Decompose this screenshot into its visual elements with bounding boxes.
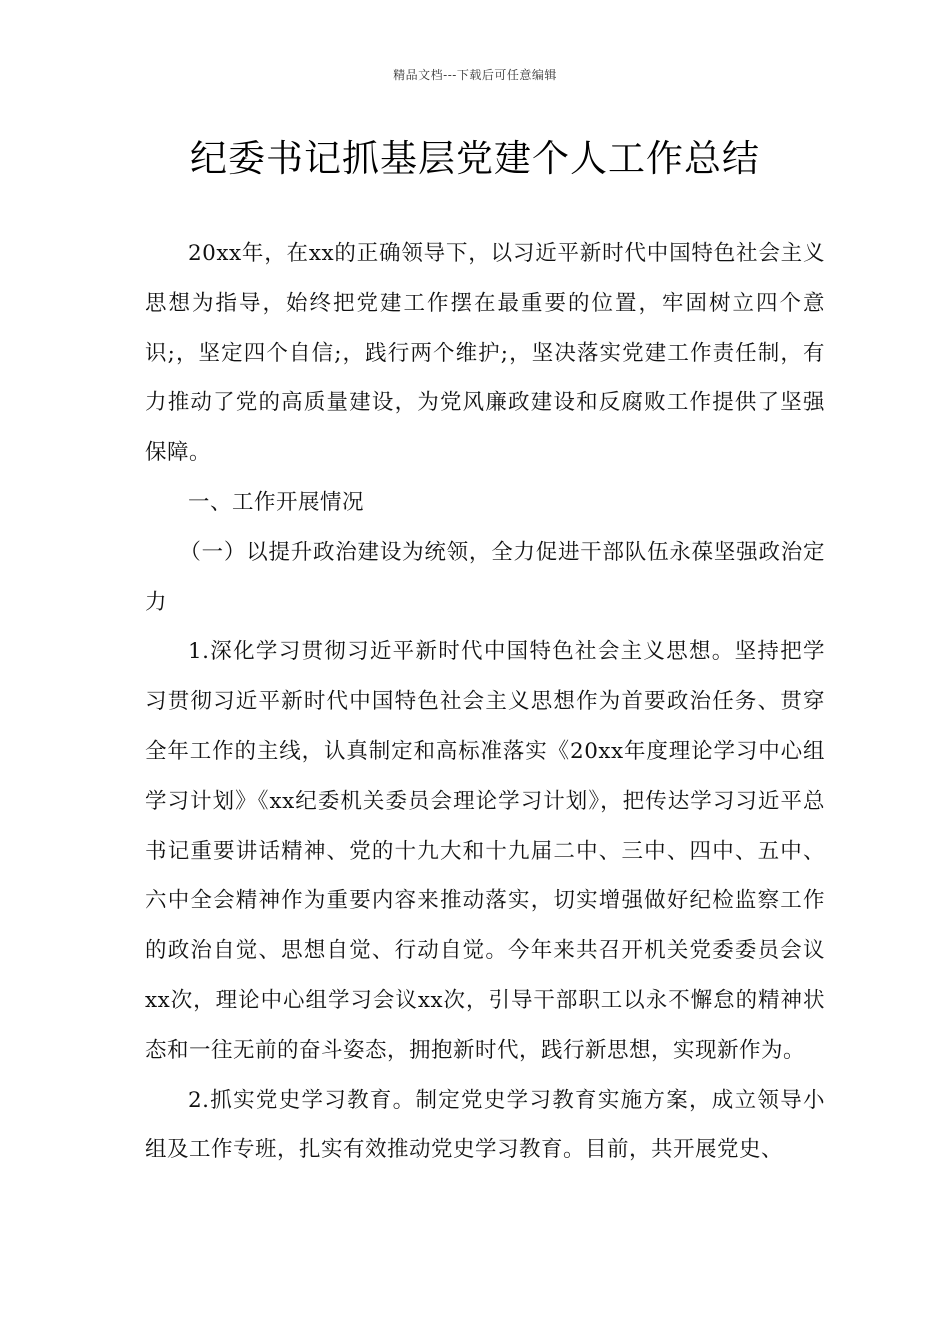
section-heading: 一、工作开展情况 — [188, 489, 365, 515]
document-title: 纪委书记抓基层党建个人工作总结 — [190, 137, 760, 180]
paragraph-item-2: 2.抓实党史学习教育。制定党史学习教育实施方案，成立领导小组及工作专班，扎实有效推动党史学习教育。目前，共开展党史、 — [145, 1087, 825, 1163]
paragraph-intro: 20xx年，在xx的正确领导下，以习近平新时代中国特色社会主义思想为指导，始终把党建工作摆在最重要的位置，牢固树立四个意识;，坚定四个自信;，践行两个维护;，坚决落实党建工作责任制，有力推动了党的高质量建设，为党风廉政建设和反腐败工作提供了坚强保障。 — [145, 241, 825, 466]
paragraph-item-1: 1.深化学习贯彻习近平新时代中国特色社会主义思想。坚持把学习贯彻习近平新时代中国特色社会主义思想作为首要政治任务、贯穿全年工作的主线，认真制定和高标准落实《20xx年度理论学习中心组学习计划》《xx纪委机关委员会理论学习计划》，把传达学习习近平总书记重要讲话精神、党的十九大和十九届二中、三中、四中、五中、六中全会精神作为重要内容来推动落实，切实增强做好纪检监察工作的政治自觉、思想自觉、行动自觉。今年来共召开机关党委委员会议xx次，理论中心组学习会议xx次，引导干部职工以永不懈怠的精神状态和一往无前的奋斗姿态，拥抱新时代，践行新思想，实现新作为。 — [145, 639, 825, 1063]
subsection-heading: （一）以提升政治建设为统领，全力促进干部队伍永葆坚强政治定力 — [145, 539, 825, 615]
document-body — [145, 229, 825, 1175]
header-note: 精品文档---下载后可任意编辑 — [393, 68, 557, 82]
